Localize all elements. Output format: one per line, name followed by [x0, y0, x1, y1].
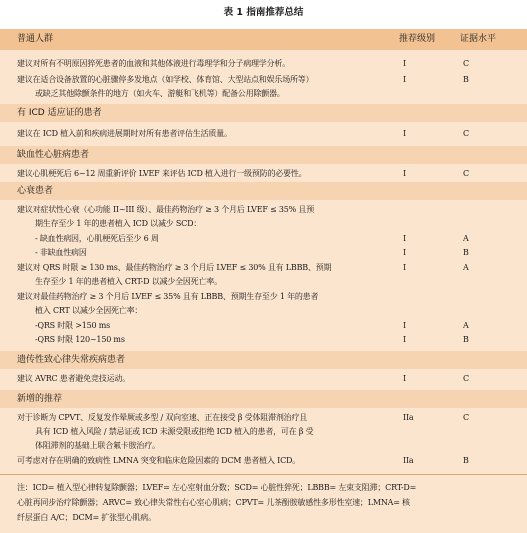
inherited-row-1-evidence: C: [463, 374, 469, 383]
section-icd: [0, 104, 527, 122]
notes-line-1: 注：ICD= 植入型心律转复除颤器；LVEF= 左心室射血分数；SCD= 心脏性猝死；LBBB= 左束支阻滞；CRT-D=: [17, 483, 417, 492]
hf-row-2-line-1: 建议对 QRS 时限 ≥ 130 ms、最佳药物治疗 ≥ 3 个月后 LVEF ≤ 30% 且有 LBBB、预期: [17, 263, 332, 272]
hf-row-2-line-2: 生存至少 1 年的患者植入 CRT-D 以减少全因死亡率。: [35, 277, 222, 286]
hf-row-3-sub-1-level: I: [403, 321, 406, 330]
section-ischemic-title: 缺血性心脏病患者: [17, 150, 90, 160]
recommendation-table: [0, 29, 527, 533]
hf-row-3-sub-2-evidence: B: [463, 335, 469, 344]
hf-row-1-sub-1-level: I: [403, 234, 406, 243]
newrec-row-1-line-2: 具有 ICD 植入风险 / 禁忌证或 ICD 未源受限或拒绝 ICD 植入的患者，可在 β 受: [35, 427, 314, 436]
hf-row-2-evidence: A: [463, 263, 469, 272]
section-ischemic: [0, 146, 527, 164]
hf-row-1-sub-2: - 非缺血性病因: [35, 248, 87, 257]
hf-row-3-sub-2: -QRS 时限 120~150 ms: [35, 335, 125, 344]
hf-row-3-sub-2-level: I: [403, 335, 406, 344]
ischemic-row-1-level: I: [403, 169, 406, 178]
newrec-row-2-level: IIa: [403, 456, 414, 465]
notes-line-3: 纤层蛋白 A/C；DCM= 扩张型心肌病。: [17, 513, 156, 522]
table-header: [0, 29, 527, 50]
newrec-row-1-line-3: 体阻滞剂的基础上联合氟卡胺治疗。: [35, 441, 160, 450]
table-caption: 表 1 指南推荐总结: [223, 7, 304, 18]
icd-row-1-level: I: [403, 129, 406, 138]
general-row-2-evidence: B: [463, 75, 469, 84]
newrec-row-2-text: 可考虑对存在明确的致病性 LMNA 突变和临床危险因素的 DCM 患者植入 ICD。: [17, 456, 301, 465]
header-population: 普通人群: [17, 34, 54, 44]
header-evidence-level: 证据水平: [460, 34, 497, 44]
icd-row-1-text: 建议在 ICD 植入前和疾病进展期时对所有患者评估生活质量。: [17, 129, 232, 138]
hf-row-1-sub-1-evidence: A: [463, 234, 469, 243]
hf-row-1-line-2: 期生存至少 1 年的患者植入 ICD 以减少 SCD：: [35, 219, 202, 228]
inherited-row-1-level: I: [403, 374, 406, 383]
hf-row-3-sub-1: -QRS 时限 >150 ms: [35, 321, 111, 330]
newrec-row-1-level: IIa: [403, 413, 414, 422]
ischemic-row-1-evidence: C: [463, 169, 469, 178]
section-icd-title: 有 ICD 适应证的患者: [17, 108, 102, 118]
section-heart-failure: [0, 182, 527, 200]
general-row-1-evidence: C: [463, 59, 469, 68]
general-row-2-level: I: [403, 75, 406, 84]
section-heart-failure-title: 心衰患者: [17, 186, 54, 196]
notes-line-2: 心脏再同步治疗除颤器；ARVC= 致心律失常性右心室心肌病；CPVT= 儿茶酚胺敏感性多形性室速；LMNA= 核: [17, 498, 410, 507]
section-inherited-arrhythmia: [0, 351, 527, 369]
hf-row-1-sub-2-level: I: [403, 248, 406, 257]
section-new-recommendations: [0, 390, 527, 408]
hf-row-3-line-2: 植入 CRT 以减少全因死亡率：: [35, 306, 143, 315]
notes-divider: [0, 474, 527, 475]
section-inherited-arrhythmia-title: 遗传性致心律失常疾病患者: [17, 355, 126, 365]
hf-row-3-line-1: 建议对最佳药物治疗 ≥ 3 个月后 LVEF ≤ 35% 且有 LBBB、预期生存至少 1 年的患者: [17, 292, 319, 301]
hf-row-1-sub-2-evidence: B: [463, 248, 469, 257]
newrec-row-1-evidence: C: [463, 413, 469, 422]
newrec-row-2-evidence: B: [463, 456, 469, 465]
general-row-2-line-2: 或缺乏其他除颤条件的地方（如火车、游艇和飞机等）配备公用除颤器。: [35, 89, 285, 98]
header-recommendation-level: 推荐级别: [399, 34, 436, 44]
general-row-1-level: I: [403, 59, 406, 68]
hf-row-2-level: I: [403, 263, 406, 272]
hf-row-1-line-1: 建议对症状性心衰（心功能 II~III 级）、最佳药物治疗 ≥ 3 个月后 LVEF ≤ 35% 且预: [17, 205, 314, 214]
section-new-recommendations-title: 新增的推荐: [17, 394, 63, 404]
ischemic-row-1-text: 建议心肌梗死后 6~12 周重新评价 LVEF 来评估 ICD 植入进行一级预防的必要性。: [17, 169, 307, 178]
general-row-2-line-1: 建议在适合设备放置的心脏骤停多发地点（如学校、体育馆、大型站点和娱乐场所等）: [17, 75, 314, 84]
icd-row-1-evidence: C: [463, 129, 469, 138]
hf-row-1-sub-1: - 缺血性病因，心肌梗死后至少 6 周: [35, 234, 159, 243]
inherited-row-1-text: 建议 AVRC 患者避免竞技运动。: [17, 374, 130, 383]
newrec-row-1-line-1: 对于诊断为 CPVT、反复发作晕厥或多型 / 双向室速、正在接受 β 受体阻滞剂治疗且: [17, 413, 308, 422]
hf-row-3-sub-1-evidence: A: [463, 321, 469, 330]
general-row-1-text: 建议对所有不明原因猝死患者的血液和其他体液进行毒理学和分子病理学分析。: [17, 59, 290, 68]
